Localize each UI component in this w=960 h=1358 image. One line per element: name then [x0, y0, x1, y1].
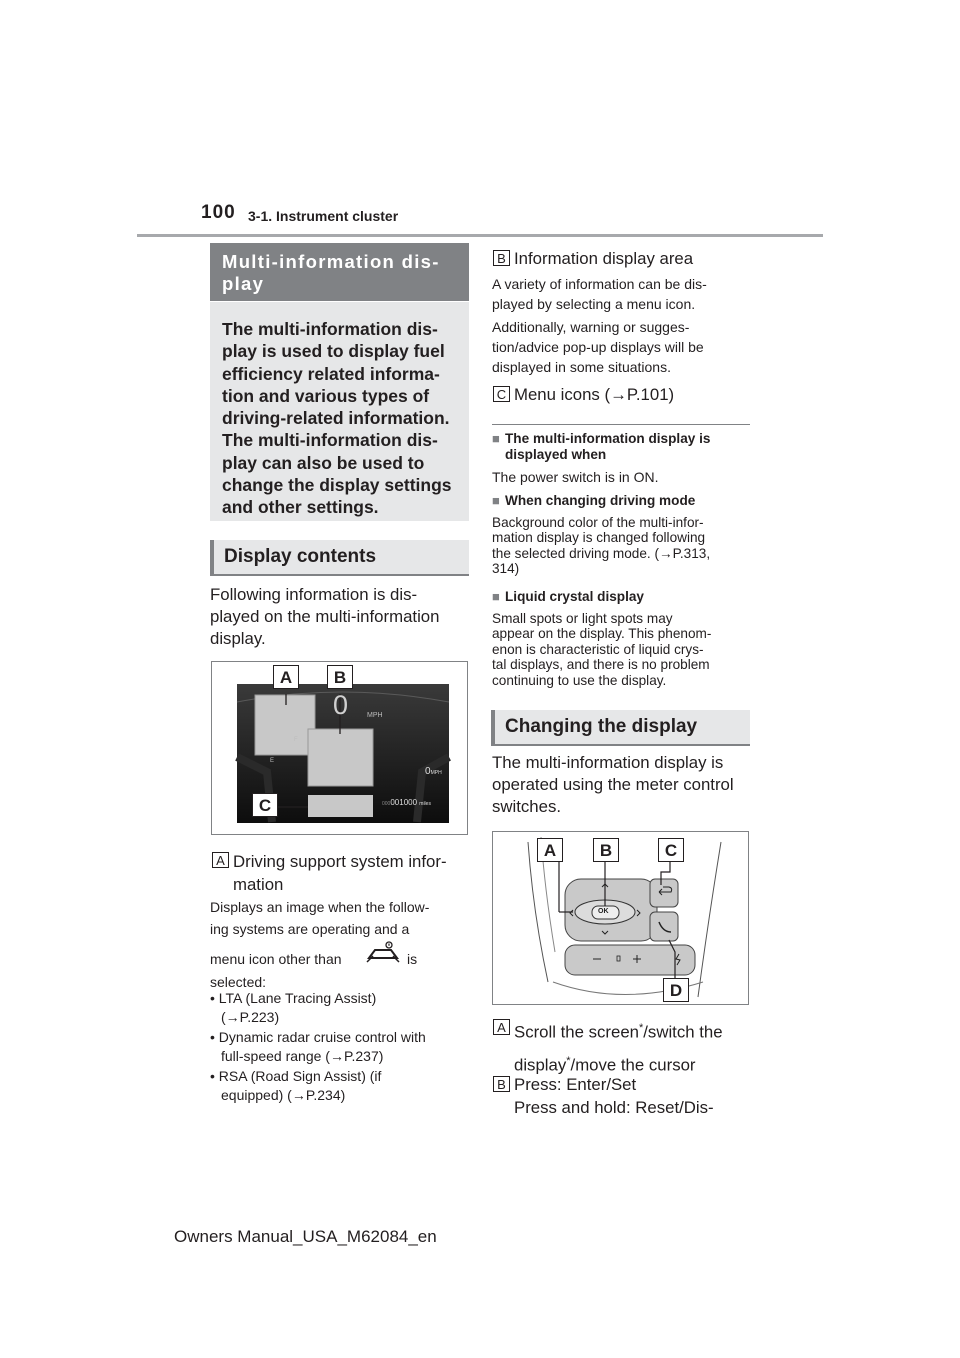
changing-paragraph [492, 752, 754, 817]
callout-a: A [273, 665, 299, 689]
item-b2-line1: Press: Enter/Set [514, 1075, 637, 1094]
fuel-full-label: F [294, 737, 298, 743]
item-b2 [493, 1073, 755, 1119]
odometer-prefix: 000 [382, 801, 391, 807]
item-b2-text [493, 1073, 755, 1119]
desc-line: tion/advice pop-up displays will be [492, 339, 704, 356]
item-a2-text [493, 1014, 755, 1079]
speed-readout: 0 [333, 690, 349, 720]
note-title-text: Liquid crystal display [505, 589, 644, 604]
item-a-bullets [210, 989, 472, 1105]
callout-b: B [593, 838, 619, 862]
note-line: appear on the display. This phenom- [492, 626, 712, 642]
square-bullet-icon: ■ [492, 431, 500, 446]
item-c-title: Menu icons (→P.101) [514, 385, 675, 404]
item-a2 [493, 1014, 755, 1079]
intro-box [210, 302, 469, 521]
intro-line: tion and various types of [222, 385, 430, 406]
intro-line: The multi-information dis- [222, 319, 438, 339]
right-speed-unit: MPH [430, 770, 442, 776]
item-a-title [212, 851, 472, 896]
right-speed-readout [425, 766, 442, 777]
callout-a: A [537, 838, 563, 862]
display-contents-heading [210, 540, 469, 576]
callout-c: C [252, 793, 278, 817]
odometer-value: 001000 [390, 798, 418, 807]
following-paragraph [210, 584, 470, 649]
desc-text-is: is [407, 951, 418, 967]
desc-line: displayed in some situations. [492, 358, 671, 375]
footnote-star: * [566, 1054, 571, 1067]
desc-line: A variety of information can be dis- [492, 276, 707, 292]
intro-line: and other settings. [222, 497, 379, 518]
fuel-empty-label: E [270, 758, 275, 764]
changing-line: The multi-information display is [492, 753, 724, 772]
display-contents-heading-text: Display contents [224, 546, 377, 567]
intro-line: driving-related information. [222, 408, 450, 429]
desc-line-with-icon [210, 940, 472, 974]
note-2-title [492, 493, 754, 509]
callout-c: C [658, 838, 684, 862]
bullet-line: • LTA (Lane Tracing Assist) [210, 990, 377, 1006]
note-title-line: displayed when [505, 446, 607, 462]
note-line: the selected driving mode. (→P.313, [492, 545, 711, 561]
note-1-title [492, 431, 754, 462]
item-c [493, 384, 755, 406]
cluster-figure [211, 661, 468, 835]
note-line: Small spots or light spots may [492, 610, 673, 626]
item-a [212, 851, 472, 896]
speed-unit: MPH [367, 712, 383, 719]
text: /switch the [643, 1022, 723, 1042]
desc-line: played by selecting a menu icon. [492, 295, 696, 312]
desc-line: selected: [210, 974, 267, 990]
bullet-line: • RSA (Road Sign Assist) (if [210, 1067, 382, 1084]
intro-line: efficiency related informa- [222, 363, 440, 384]
item-a2-line1 [514, 1014, 755, 1047]
item-c-badge: C [493, 386, 510, 402]
note-2 [492, 493, 754, 577]
callout-b: B [327, 665, 353, 689]
item-b2-badge: B [493, 1076, 510, 1092]
desc-line: ing systems are operating and a [210, 921, 410, 937]
note-title-line: The multi-information display is [505, 431, 711, 446]
odometer [382, 798, 431, 807]
text: Scroll the screen [514, 1022, 639, 1042]
item-b-badge: B [493, 250, 510, 266]
switch-illustration [493, 832, 748, 1004]
intro-line: play can also be used to [222, 452, 425, 473]
item-a-title-line1: Driving support system infor- [233, 852, 447, 871]
callout-d: D [663, 978, 689, 1002]
switch-figure [492, 831, 749, 1005]
page-number: 100 [201, 202, 236, 223]
note-line: continuing to use the display. [492, 672, 667, 688]
changing-display-heading [491, 710, 750, 746]
note-line: enon is characteristic of liquid crys- [492, 641, 704, 657]
note-3-title [492, 589, 754, 605]
bullet-line: equipped) (→P.234) [221, 1087, 346, 1104]
footer-doc-id: Owners Manual_USA_M62084_en [174, 1227, 437, 1246]
changing-display-heading-text: Changing the display [505, 716, 698, 737]
note-line: mation display is changed following [492, 530, 706, 546]
following-line: display. [210, 628, 266, 648]
item-a-badge: A [212, 852, 229, 868]
note-3 [492, 589, 754, 689]
desc-line: Additionally, warning or sugges- [492, 319, 690, 336]
square-bullet-icon: ■ [492, 493, 500, 508]
driver-assist-icon [365, 940, 401, 964]
bullet-line: (→P.223) [221, 1009, 280, 1026]
note-title-text: When changing driving mode [505, 493, 696, 508]
notes-rule [492, 424, 750, 425]
note-3-text [492, 611, 754, 689]
item-a2-badge: A [493, 1019, 510, 1035]
following-line: played on the multi-information [210, 606, 440, 626]
changing-line: operated using the meter control [492, 774, 734, 794]
note-1-text: The power switch is in ON. [492, 469, 659, 486]
following-line: Following information is dis- [210, 585, 418, 604]
bullet-line: full-speed range (→P.237) [221, 1048, 384, 1065]
text: /move the cursor [570, 1055, 696, 1075]
topic-title-line1: Multi-information dis- [222, 251, 440, 272]
intro-line: The multi-information dis- [222, 430, 438, 451]
note-line: Background color of the multi-infor- [492, 514, 704, 530]
ok-button-label: OK [598, 908, 609, 915]
note-line: 314) [492, 561, 520, 577]
section-title: 3-1. Instrument cluster [248, 208, 399, 224]
note-line: tal displays, and there is no problem [492, 657, 710, 673]
item-b2-line2: Press and hold: Reset/Dis- [514, 1098, 714, 1117]
item-a-desc [210, 896, 472, 990]
intro-line: play is used to display fuel [222, 341, 445, 362]
item-b [493, 248, 755, 270]
text: display [514, 1055, 567, 1075]
header-rule [137, 234, 823, 237]
footnote-star: * [638, 1022, 644, 1034]
desc-text: menu icon other than [210, 951, 342, 967]
square-bullet-icon: ■ [492, 589, 500, 604]
odometer-unit: miles [419, 801, 431, 807]
topic-title-line2: play [222, 273, 265, 294]
item-a-title-line2: mation [233, 874, 284, 894]
changing-line: switches. [492, 796, 562, 816]
item-b-title: Information display area [514, 249, 694, 268]
intro-line: change the display settings [222, 475, 452, 496]
bullet-line: • Dynamic radar cruise control with [210, 1028, 426, 1045]
desc-line: Displays an image when the follow- [210, 899, 430, 915]
topic-title [210, 243, 469, 301]
right-speed: 0 [425, 766, 431, 777]
note-2-text [492, 515, 754, 577]
item-b-desc [492, 275, 754, 378]
note-1 [492, 431, 754, 487]
